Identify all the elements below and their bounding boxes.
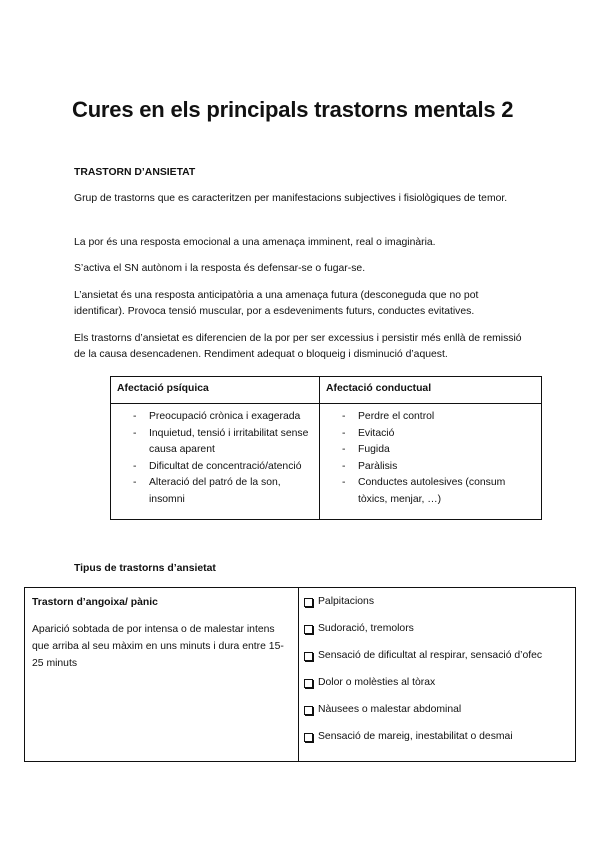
checklist-label: Dolor o molèsties al tòrax: [318, 677, 436, 688]
paragraph-ansietat: L’ansietat és una resposta anticipatòria a una amenaça futura (desconeguda que no pot identificar). Provoca tensió muscular, por a esdeveniments futurs, conductes evitatives.: [74, 290, 479, 317]
panic-description-cell: [25, 588, 299, 762]
conductual-list: [320, 404, 541, 519]
list-item: - Preocupació crònica i exagerada: [111, 409, 315, 426]
checklist-label: Sensació de mareig, inestabilitat o desmai: [318, 731, 513, 742]
symptom-checklist: [299, 588, 576, 762]
list-item: - Inquietud, tensió i irritabilitat sense causa aparent: [111, 426, 315, 459]
panic-title: Trastorn d’angoixa/ pànic: [32, 597, 158, 608]
checkbox-icon: [304, 652, 313, 661]
checkbox-icon: [304, 625, 313, 634]
checklist-item: [304, 730, 571, 744]
types-heading: Tipus de trastorns d’ansietat: [74, 563, 216, 574]
checkbox-icon: [304, 733, 313, 742]
page-title: Cures en els principals trastorns mentals 2: [72, 97, 514, 122]
list-item: - Dificultat de concentració/atenció: [111, 459, 315, 476]
list-item: - Alteració del patró de la son, insomni: [111, 475, 315, 508]
checkbox-icon: [304, 679, 313, 688]
checklist-item: [304, 595, 571, 609]
checklist-item: [304, 703, 571, 717]
paragraph-diferencies: Els trastorns d’ansietat es diferencien de la por per ser excessius i persistir més enllà de remissió de la causa desencadenen. Rendiment adequat o bloqueig i disminució d’aquest.: [74, 333, 522, 360]
paragraph-definition: Grup de trastorns que es caracteritzen per manifestacions subjectives i fisiològiques de temor.: [74, 193, 508, 204]
conductual-cell: [320, 404, 542, 520]
checklist-label: Nàusees o malestar abdominal: [318, 704, 462, 715]
checklist-label: Sudoració, tremolors: [318, 623, 414, 634]
paragraph-sn: S’activa el SN autònom i la resposta és defensar-se o fugar-se.: [74, 263, 366, 274]
panic-description: Aparició sobtada de por intensa o de malestar intens que arriba al seu màxim en uns minuts i dura entre 15-25 minuts: [32, 624, 284, 669]
list-item: - Perdre el control: [320, 409, 537, 426]
list-item: - Paràlisis: [320, 459, 537, 476]
checklist-label: Palpitacions: [318, 596, 375, 607]
psiquica-list: [111, 404, 319, 519]
checklist-item: [304, 649, 571, 663]
checkbox-icon: [304, 706, 313, 715]
list-item: - Fugida: [320, 442, 537, 459]
header-afectacio-psiquica: Afectació psíquica: [111, 377, 320, 404]
header-afectacio-conductual: Afectació conductual: [320, 377, 542, 404]
checkbox-icon: [304, 598, 313, 607]
affectation-table: [110, 376, 542, 520]
panic-disorder-table: [24, 587, 576, 762]
list-item: - Evitació: [320, 426, 537, 443]
list-item: - Conductes autolesives (consum tòxics, menjar, …): [320, 475, 537, 508]
checklist-item: [304, 622, 571, 636]
section-heading: TRASTORN D’ANSIETAT: [74, 167, 196, 178]
checklist-item: [304, 676, 571, 690]
checklist-label: Sensació de dificultat al respirar, sensació d’ofec: [318, 650, 543, 661]
paragraph-por: La por és una resposta emocional a una amenaça imminent, real o imaginària.: [74, 237, 436, 248]
psiquica-cell: [111, 404, 320, 520]
